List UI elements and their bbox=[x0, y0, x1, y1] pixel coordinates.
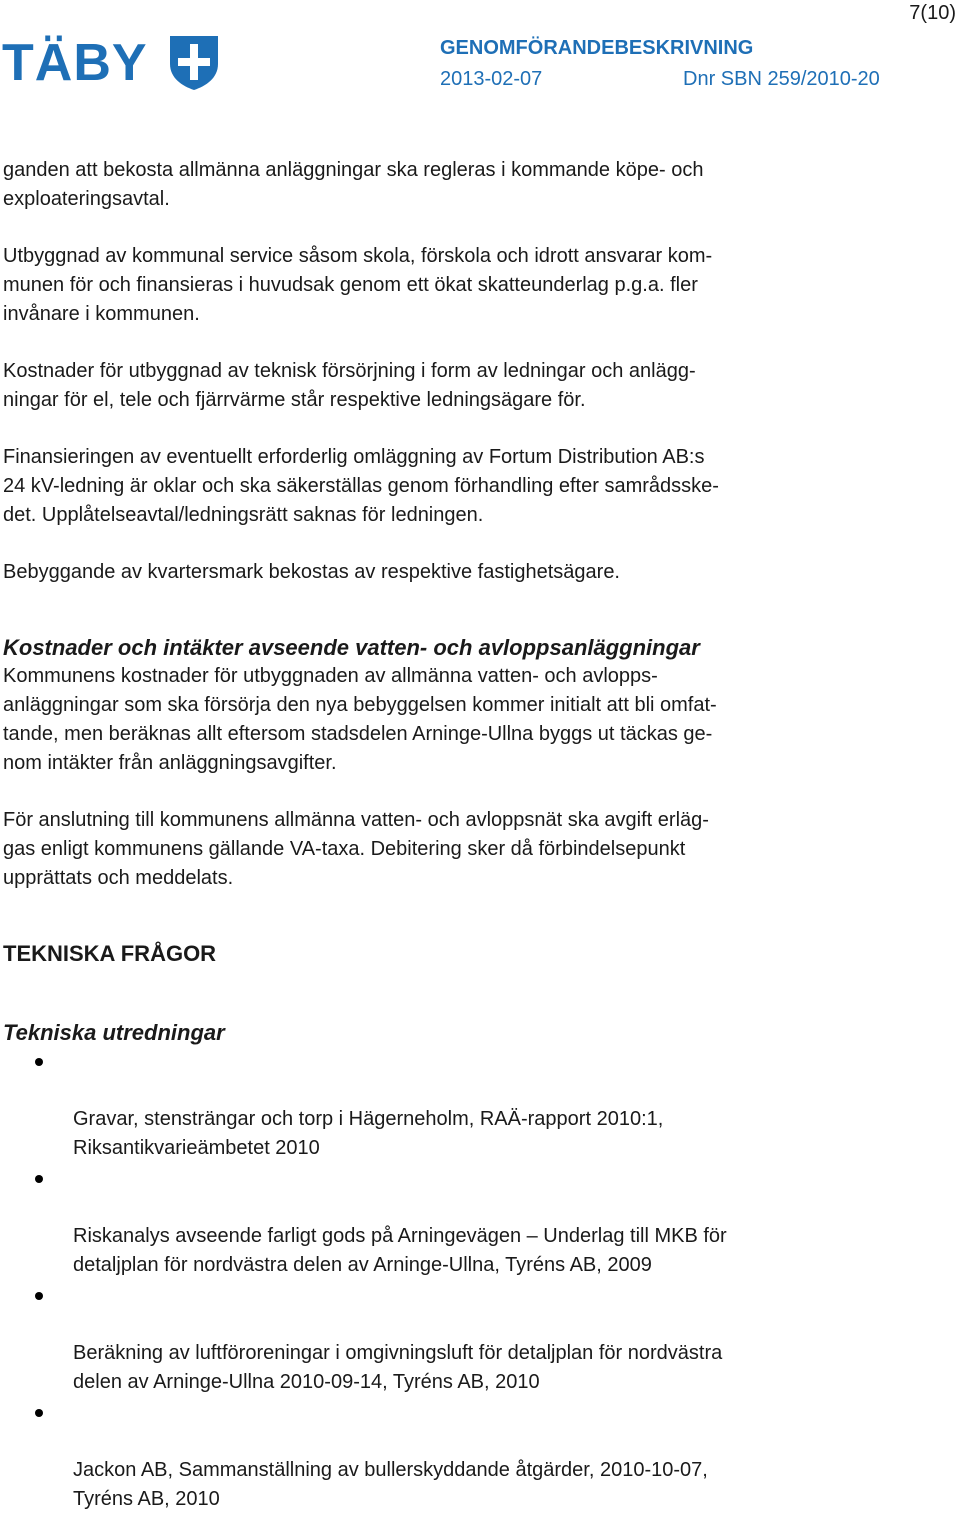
logo-text: TÄBY bbox=[2, 34, 148, 92]
list-item bbox=[3, 1398, 803, 1514]
paragraph: Kostnader för utbyggnad av teknisk försörjning i form av ledningar och anlägg- ningar för el, tele och fjärrvärme står respektive ledningsägare för. bbox=[3, 360, 696, 411]
list-item bbox=[3, 1164, 803, 1280]
paragraph: Bebyggande av kvartersmark bekostas av respektive fastighetsägare. bbox=[3, 561, 620, 583]
document-dnr: Dnr SBN 259/2010-20 bbox=[683, 68, 880, 90]
report-list bbox=[3, 1047, 803, 1514]
subheading-tekniska-utredningar: Tekniska utredningar bbox=[3, 1020, 225, 1045]
bullet-icon bbox=[35, 1409, 43, 1417]
bullet-icon bbox=[35, 1175, 43, 1183]
page-number: 7(10) bbox=[909, 2, 956, 24]
paragraph: Finansieringen av eventuellt erforderlig omläggning av Fortum Distribution AB:s 24 kV-ledning är oklar och ska säkerställas genom förhandling efter samrådsske- det. Upplåtelseavtal/ledningsrätt saknas för ledningen. bbox=[3, 446, 719, 526]
paragraph: Kommunens kostnader för utbyggnaden av allmänna vatten- och avlopps- anläggningar som ska försörja den nya bebyggelsen kommer initialt att bli omfat- tande, men beräknas allt eftersom stadsdelen Arninge-Ullna byggs ut täckas ge- nom intäkter från anläggningsavgifter. bbox=[3, 665, 717, 774]
page-body bbox=[3, 156, 803, 1515]
taby-logo bbox=[2, 34, 220, 92]
list-item bbox=[3, 1281, 803, 1397]
paragraph: ganden att bekosta allmänna anläggningar ska regleras i kommande köpe- och exploateringsavtal. bbox=[3, 159, 704, 210]
shield-cross-icon bbox=[168, 34, 220, 92]
paragraph: För anslutning till kommunens allmänna vatten- och avloppsnät ska avgift erläg- gas enligt kommunens gällande VA-taxa. Debitering sker då förbindelsepunkt upprättats och meddelats. bbox=[3, 809, 709, 889]
document-title: GENOMFÖRANDEBESKRIVNING bbox=[440, 37, 754, 59]
list-item-text: Gravar, stensträngar och torp i Hägerneholm, RAÄ-rapport 2010:1, Riksantikvarieämbetet 2010 bbox=[73, 1108, 664, 1159]
document-date: 2013-02-07 bbox=[440, 68, 543, 90]
section-heading-tekniska-fragor: TEKNISKA FRÅGOR bbox=[3, 941, 217, 966]
list-item-text: Riskanalys avseende farligt gods på Arningevägen – Underlag till MKB för detaljplan för nordvästra delen av Arninge-Ullna, Tyréns AB, 2009 bbox=[73, 1225, 727, 1276]
list-item-text: Jackon AB, Sammanställning av bullerskyddande åtgärder, 2010-10-07, Tyréns AB, 2010 bbox=[73, 1459, 708, 1510]
list-item bbox=[3, 1047, 803, 1163]
list-item-text: Beräkning av luftföroreningar i omgivningsluft för detaljplan för nordvästra delen av Arninge-Ullna 2010-09-14, Tyréns AB, 2010 bbox=[73, 1342, 723, 1393]
section-heading-va: Kostnader och intäkter avseende vatten- och avloppsanläggningar bbox=[3, 635, 700, 660]
paragraph: Utbyggnad av kommunal service såsom skola, förskola och idrott ansvarar kom- munen för och finansieras i huvudsak genom ett ökat skatteunderlag p.g.a. fler invånare i kommunen. bbox=[3, 245, 713, 325]
bullet-icon bbox=[35, 1058, 43, 1066]
bullet-icon bbox=[35, 1292, 43, 1300]
